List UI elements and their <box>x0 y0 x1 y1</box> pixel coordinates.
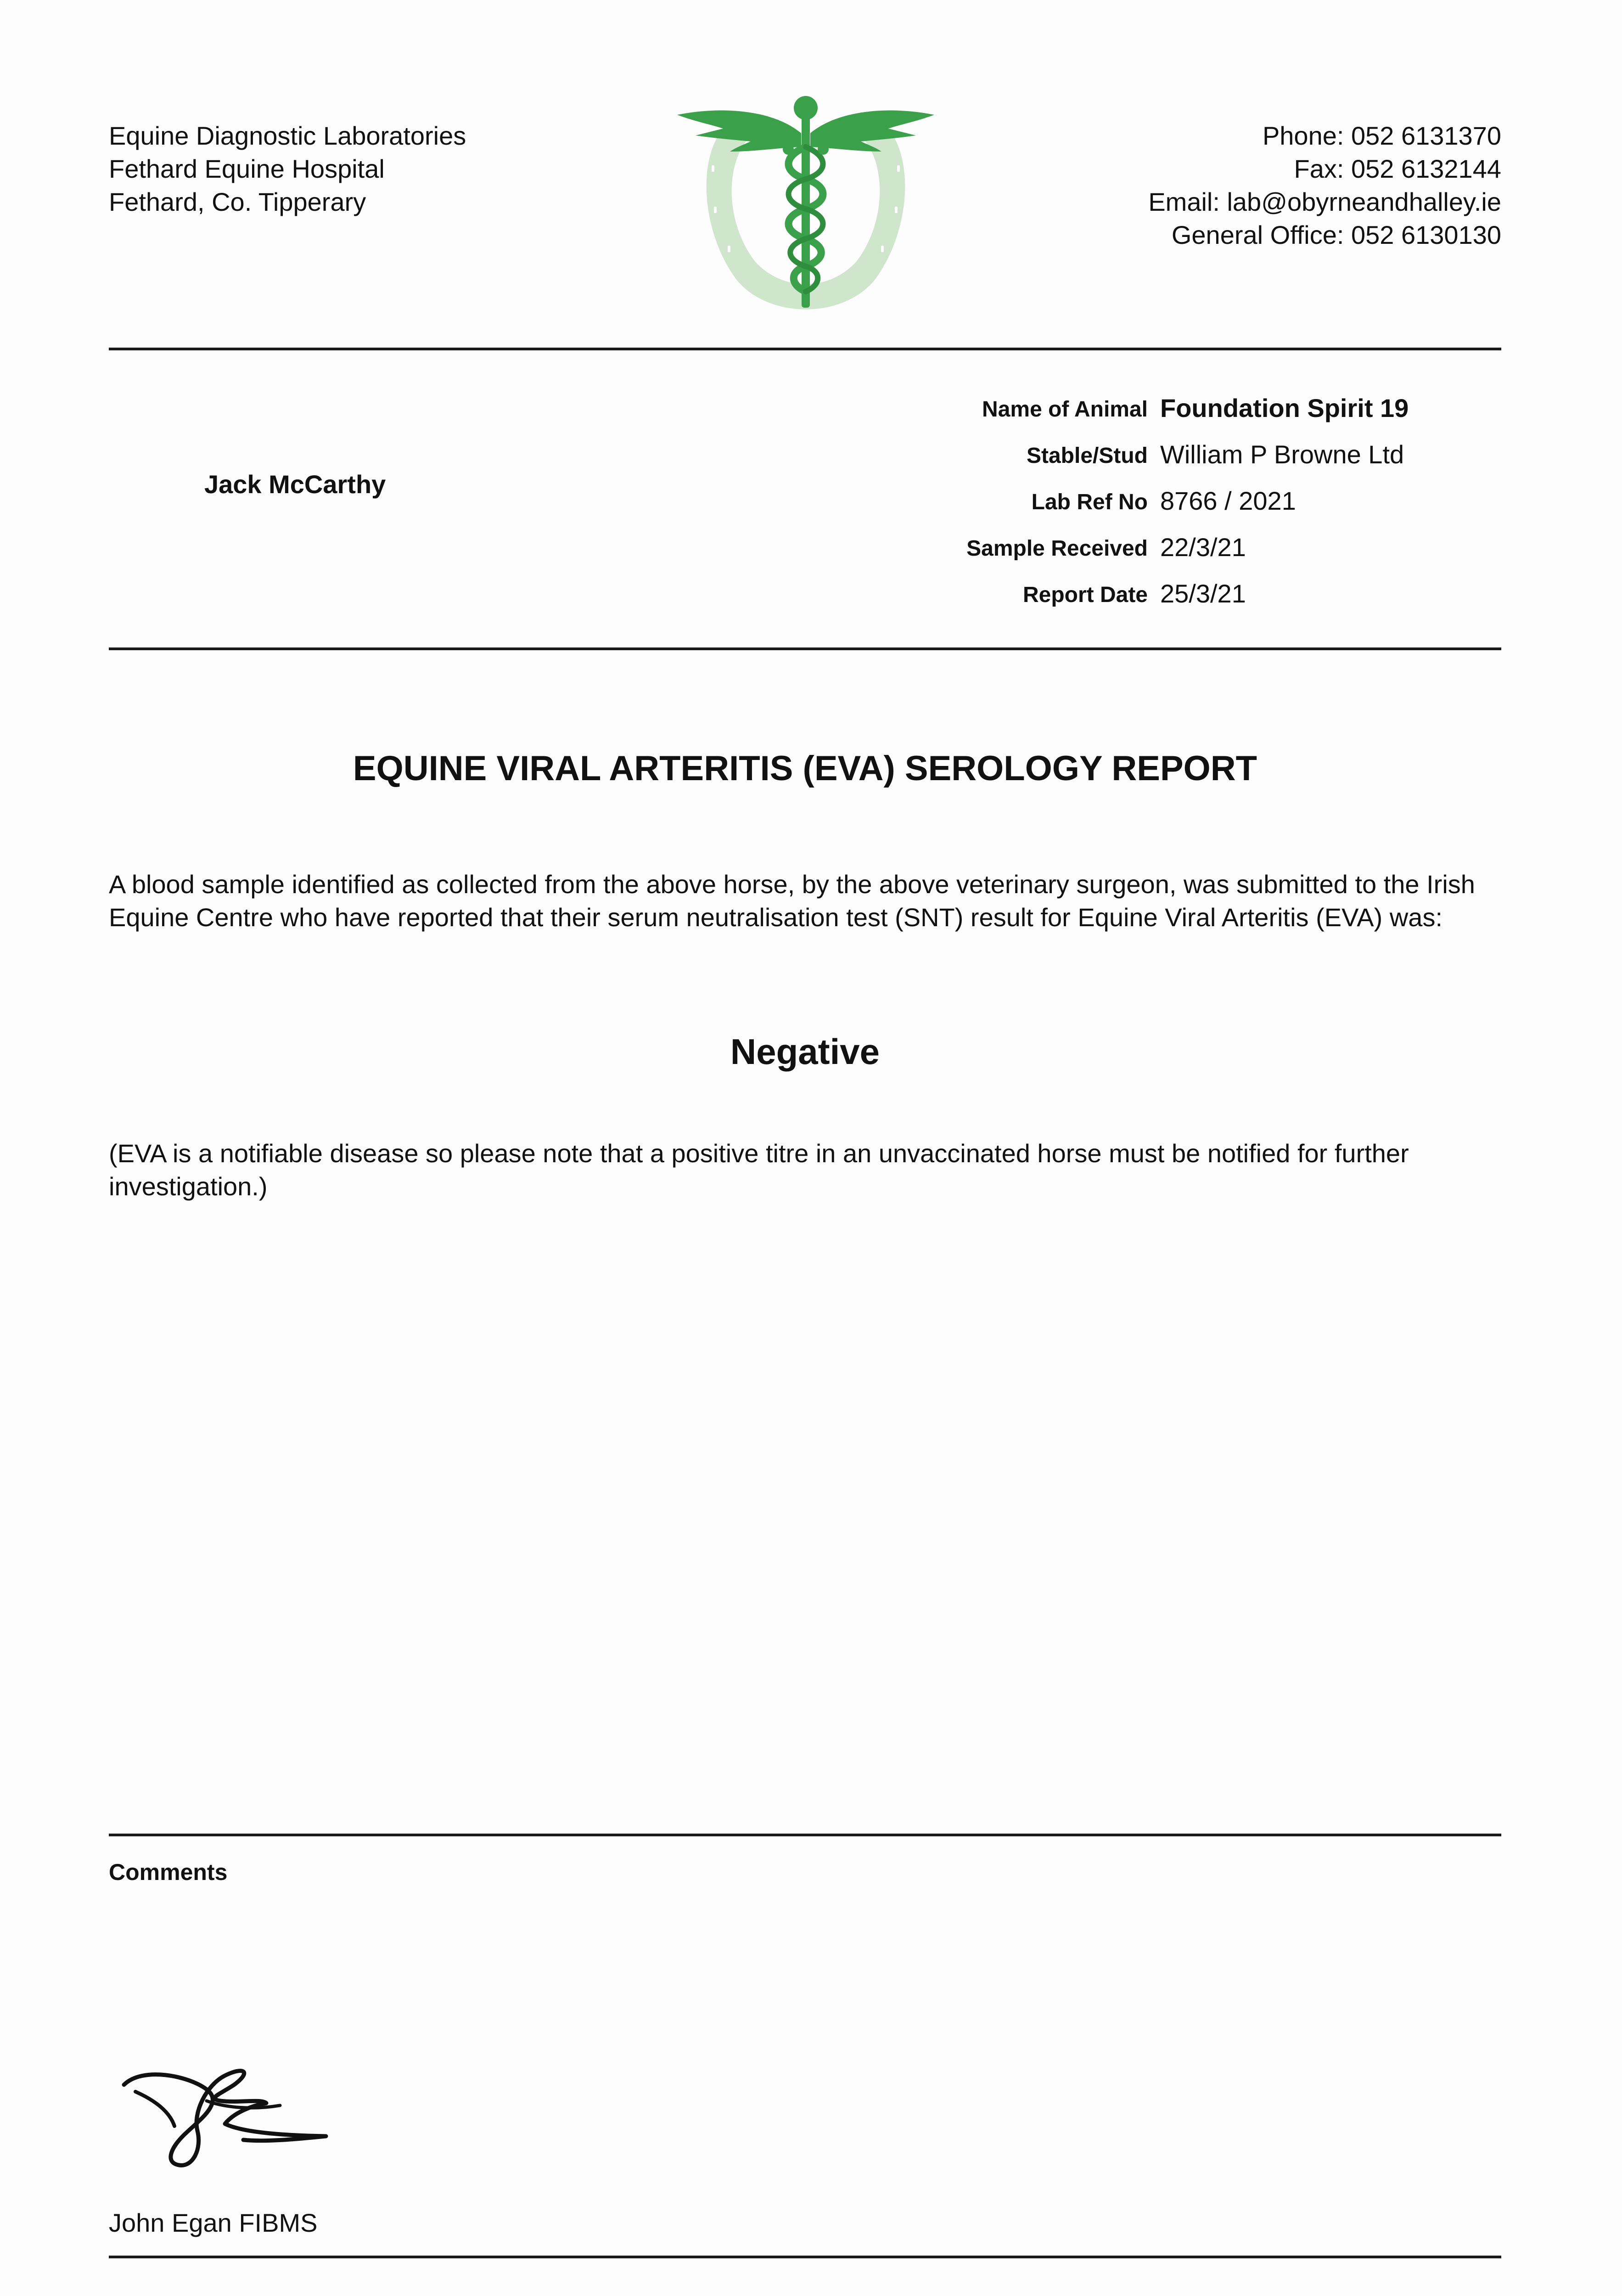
detail-value: 22/3/21 <box>1160 533 1246 562</box>
test-result: Negative <box>730 1031 880 1072</box>
detail-value: William P Browne Ltd <box>1160 440 1404 469</box>
detail-label: Report Date <box>1022 583 1148 607</box>
lab-name: Equine Diagnostic Laboratories <box>109 121 466 150</box>
animal-details <box>780 390 1501 622</box>
report-title: EQUINE VIRAL ARTERITIS (EVA) SEROLOGY REPORT <box>353 749 1257 788</box>
report-intro: A blood sample identified as collected from the above horse, by the above veterinary surgeon, was submitted to the Irish Equine Centre who have reported that their serum neutralisation test (SNT) result for Equine Viral Arteritis (EVA) was: <box>109 870 1475 932</box>
comments-label: Comments <box>109 1859 228 1885</box>
signature-icon <box>115 2057 354 2177</box>
general-office: General Office: 052 6130130 <box>1171 220 1501 249</box>
detail-value: 8766 / 2021 <box>1160 486 1296 515</box>
detail-row-stable <box>780 437 1501 483</box>
detail-row-lab-ref <box>780 483 1501 529</box>
comments-divider <box>109 1834 1501 1836</box>
detail-label: Stable/Stud <box>1026 444 1148 468</box>
report-note: (EVA is a notifiable disease so please note that a positive titre in an unvaccinated horse must be notified for further investigation.) <box>109 1139 1409 1201</box>
lab-location: Fethard, Co. Tipperary <box>109 187 366 216</box>
detail-value: Foundation Spirit 19 <box>1160 394 1409 422</box>
detail-row-animal <box>780 390 1501 437</box>
lab-address <box>109 119 466 219</box>
detail-value: 25/3/21 <box>1160 579 1246 608</box>
detail-label: Name of Animal <box>982 397 1148 422</box>
vet-name: Jack McCarthy <box>204 470 386 499</box>
contact-details <box>1148 119 1501 252</box>
caduceus-horseshoe-icon <box>668 87 943 326</box>
phone: Phone: 052 6131370 <box>1262 121 1501 150</box>
header-divider <box>109 348 1501 350</box>
detail-row-report-date <box>780 576 1501 622</box>
footer-divider <box>109 2256 1501 2258</box>
email: Email: lab@obyrneandhalley.ie <box>1148 187 1501 216</box>
detail-label: Lab Ref No <box>1031 490 1148 514</box>
signatory-name: John Egan FIBMS <box>109 2208 318 2237</box>
fax: Fax: 052 6132144 <box>1294 154 1501 183</box>
detail-row-sample-received <box>780 529 1501 576</box>
detail-label: Sample Received <box>966 536 1148 561</box>
details-divider <box>109 647 1501 650</box>
hospital-name: Fethard Equine Hospital <box>109 154 385 183</box>
